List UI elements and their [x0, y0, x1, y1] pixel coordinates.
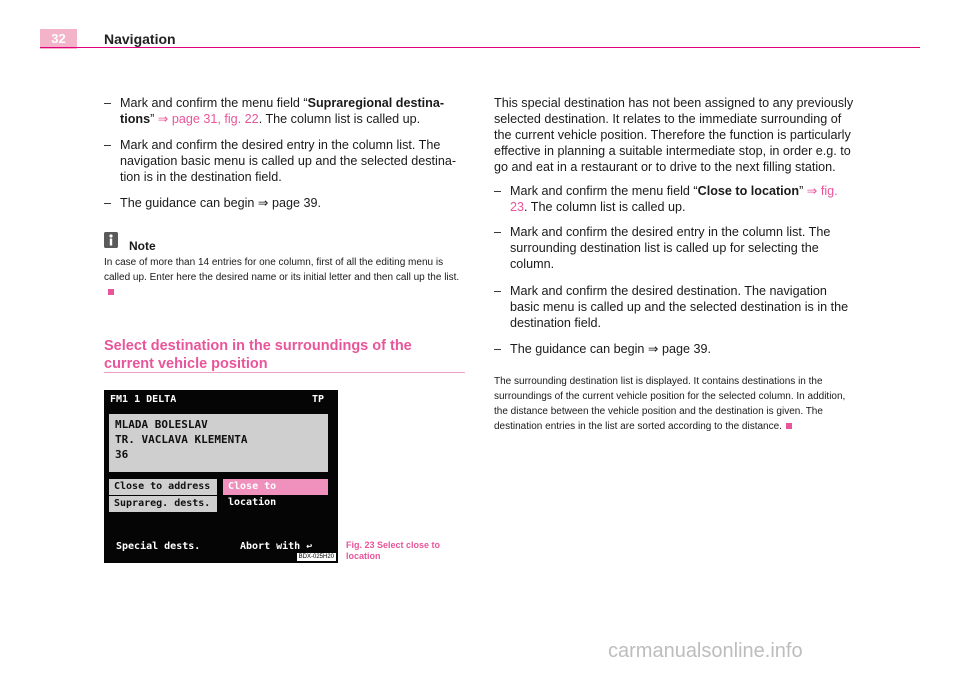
figure-caption: Fig. 23 Select close to location	[346, 540, 441, 561]
footnote-text: The surrounding destination list is displayed. It contains destinations in the surroundings of the current vehicle position for the selected column. In addition, the distance between the vehicle position and the destination is given. The destination entries in the list are sorted according to the distance.	[494, 376, 846, 432]
address-line: TR. VACLAVA KLEMENTA	[115, 433, 248, 446]
list-item	[104, 195, 464, 211]
abort-button[interactable]: Abort with ↩	[240, 541, 313, 552]
watermark: carmanualsonline.info	[608, 640, 803, 662]
footnote-paragraph	[494, 374, 858, 434]
note-body: In case of more than 14 entries for one column, first of all the editing menu is called up. Enter here the desired name or its initial letter and then call up the list.	[104, 257, 460, 283]
address-line: MLADA BOLESLAV	[115, 418, 208, 431]
quote-close: ”	[150, 112, 158, 126]
item-text: The guidance can begin ⇒ page 39.	[120, 196, 322, 210]
note-icon	[104, 232, 118, 248]
page-number: 32	[40, 29, 77, 49]
item-text: Mark and confirm the menu field “	[120, 96, 308, 110]
menu-field-name: Close to location	[697, 184, 800, 198]
item-text: Mark and confirm the menu field “	[510, 184, 698, 198]
intro-paragraph: This special destination has not been assigned to any previously selected destination. It relates to the immediate surrounding of the current vehicle position. Therefore the function is particularly effective in planning a suitable intermediate stop, in order e.g. to go and eat in a restaurant or to drive to the next filling station.	[494, 96, 854, 174]
list-dash: –	[494, 284, 502, 298]
suprareg-dests-button[interactable]: Suprareg. dests.	[109, 496, 217, 512]
end-mark-icon	[786, 423, 792, 429]
list-item	[494, 183, 856, 215]
figure-link[interactable]: ⇒ fig. 23	[510, 184, 838, 214]
list-item	[494, 341, 856, 357]
item-text-end: . The column list is called up.	[258, 112, 421, 126]
navigation-screen-figure	[104, 390, 338, 563]
list-item	[104, 137, 464, 185]
list-item	[494, 224, 856, 272]
item-text: The guidance can begin ⇒ page 39.	[510, 342, 712, 356]
menu-field-name: Supraregional destina-tions	[120, 96, 445, 126]
screen-status-bar	[104, 390, 338, 410]
quote-close: ”	[799, 184, 807, 198]
list-dash: –	[104, 138, 112, 152]
section-title: Select destination in the surroundings of the current vehicle position	[104, 338, 412, 372]
figure-code: BDX-025H20	[298, 554, 334, 560]
close-to-address-button[interactable]: Close to address	[109, 479, 217, 495]
item-text: Mark and confirm the desired destination. The navigation basic menu is called up and the selected destination is in the destination field.	[510, 284, 849, 330]
list-item	[494, 283, 856, 331]
list-dash: –	[104, 196, 112, 210]
header-rule	[40, 47, 920, 48]
list-dash: –	[104, 96, 112, 110]
page-link[interactable]: ⇒ page 31, fig. 22	[157, 112, 259, 126]
special-dests-button[interactable]: Special dests.	[116, 541, 201, 552]
note-title: Note	[129, 239, 156, 253]
note-text	[104, 255, 466, 300]
end-mark-icon	[108, 289, 114, 295]
list-dash: –	[494, 184, 502, 198]
list-dash: –	[494, 342, 502, 356]
section-rule	[104, 372, 465, 373]
item-text: Mark and confirm the desired entry in the column list. The surrounding destination list is called up for selecting the column.	[510, 225, 831, 271]
address-line: 36	[115, 448, 129, 461]
tp-indicator: TP	[311, 394, 324, 405]
close-to-location-button[interactable]: Close to location	[223, 479, 328, 495]
page-title: Navigation	[104, 31, 176, 47]
radio-station: FM1 1 DELTA	[110, 394, 177, 405]
item-text-end: . The column list is called up.	[524, 200, 686, 214]
address-display	[109, 414, 328, 472]
list-dash: –	[494, 225, 502, 239]
item-text: Mark and confirm the desired entry in the column list. The navigation basic menu is called up and the selected destina-tion is in the destination field.	[120, 138, 457, 184]
list-item	[104, 95, 464, 127]
